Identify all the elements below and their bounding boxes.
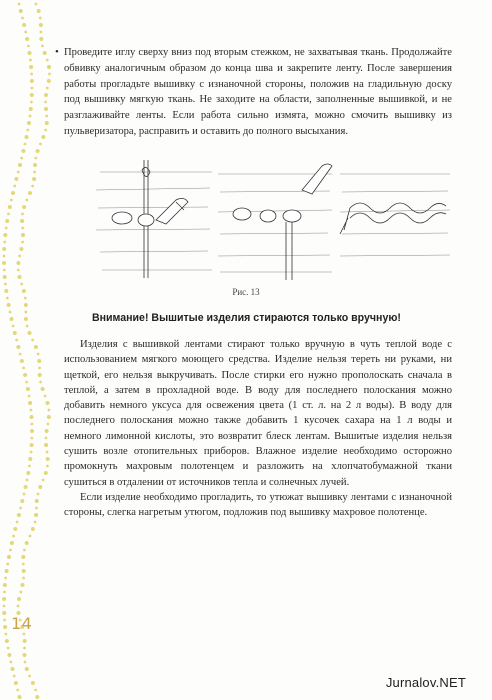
ribbon-dot bbox=[38, 485, 42, 489]
bullet-icon: • bbox=[55, 46, 59, 58]
ribbon-dot bbox=[2, 261, 6, 265]
ribbon-dot bbox=[14, 177, 18, 181]
ribbon-dot bbox=[11, 667, 15, 671]
ribbon-dot bbox=[38, 373, 42, 377]
ribbon-dot bbox=[36, 149, 40, 153]
ribbon-dot bbox=[30, 409, 33, 412]
ribbon-dot bbox=[47, 423, 50, 426]
ribbon-dot bbox=[46, 465, 49, 468]
ribbon-dot bbox=[22, 23, 26, 27]
ribbon-dot bbox=[30, 429, 34, 433]
ribbon-dot bbox=[2, 247, 6, 251]
ribbon-dot bbox=[28, 675, 31, 678]
ribbon-dot bbox=[27, 121, 31, 125]
ribbon-dot bbox=[31, 681, 35, 685]
ribbon-dot bbox=[30, 101, 33, 104]
ribbon-dot bbox=[46, 457, 50, 461]
ribbon-dot bbox=[37, 359, 41, 363]
ribbon-dot bbox=[3, 233, 7, 237]
ribbon-dot bbox=[5, 219, 9, 223]
ribbon-dot bbox=[22, 563, 25, 566]
ribbon-dot bbox=[21, 149, 25, 153]
care-paragraph-2: Если изделие необходимо прогладить, то утюжат вышивку лентами с изнаночной стороны, слегка нагретым утюгом, подложив под вышивку махровое полотенце. bbox=[64, 491, 452, 519]
ribbon-dot bbox=[7, 303, 11, 307]
ribbon-dot bbox=[17, 605, 20, 608]
ribbon-dot bbox=[28, 191, 32, 195]
ribbon-dot bbox=[21, 17, 24, 20]
ribbon-dot bbox=[45, 121, 49, 125]
ribbon-dot bbox=[22, 577, 25, 580]
ribbon-dot bbox=[2, 611, 6, 615]
ribbon-dot bbox=[7, 653, 11, 657]
ribbon-dot bbox=[34, 345, 38, 349]
ribbon-dot bbox=[23, 493, 26, 496]
twisted-ribbon-panel-3 bbox=[340, 203, 446, 234]
ribbon-dot bbox=[13, 675, 16, 678]
ribbon-dot bbox=[16, 689, 19, 692]
ribbon-dot bbox=[30, 73, 33, 76]
ribbon-dot bbox=[4, 577, 7, 580]
ribbon-dot bbox=[40, 31, 43, 34]
ribbon-dot bbox=[17, 597, 21, 601]
ribbon-dot bbox=[18, 3, 21, 6]
ribbon-dot bbox=[28, 401, 32, 405]
ribbon-dot bbox=[12, 325, 15, 328]
ribbon-dot bbox=[24, 31, 27, 34]
ribbon-dot bbox=[3, 591, 6, 594]
ribbon-dot bbox=[5, 639, 9, 643]
decorative-dotted-ribbon bbox=[0, 0, 60, 700]
ribbon-dot bbox=[12, 535, 15, 538]
ribbon-dot bbox=[24, 303, 28, 307]
ribbon-dot bbox=[30, 451, 33, 454]
ribbon-dot bbox=[22, 367, 25, 370]
ribbon-dot bbox=[21, 213, 24, 216]
ribbon-dot bbox=[46, 87, 49, 90]
ribbon-dot bbox=[11, 191, 15, 195]
ribbon-dot bbox=[3, 619, 6, 622]
ribbon-dot bbox=[37, 493, 40, 496]
care-instructions bbox=[64, 337, 452, 521]
ribbon-dot bbox=[10, 317, 14, 321]
ribbon-dot bbox=[44, 129, 47, 132]
ribbon-dot bbox=[34, 513, 38, 517]
ribbon-dot bbox=[16, 521, 19, 524]
ribbon-dot bbox=[30, 79, 34, 83]
ribbon-dot bbox=[30, 93, 34, 97]
ribbon-dot bbox=[31, 185, 34, 188]
ribbon-dot bbox=[41, 387, 45, 391]
ribbon-dot bbox=[30, 443, 34, 447]
ribbon-dot bbox=[21, 241, 24, 244]
ribbon-dot bbox=[25, 381, 28, 384]
ribbon-dot bbox=[3, 275, 7, 279]
ribbon-dot bbox=[26, 199, 29, 202]
ribbon-dot bbox=[18, 255, 21, 258]
ribbon-dot bbox=[24, 297, 27, 300]
ribbon-dot bbox=[20, 283, 23, 286]
warning-heading: Внимание! Вышитые изделия стираются только вручную! bbox=[92, 312, 401, 324]
ribbon-dot bbox=[29, 59, 32, 62]
ribbon-dot bbox=[31, 87, 34, 90]
ribbon-dot bbox=[33, 163, 37, 167]
ribbon-dot bbox=[18, 275, 22, 279]
ribbon-dot bbox=[5, 633, 8, 636]
ribbon-dot bbox=[39, 37, 43, 41]
ribbon-dot bbox=[20, 359, 24, 363]
ribbon-dot bbox=[35, 499, 39, 503]
ribbon-dot bbox=[44, 395, 47, 398]
ribbon-dot bbox=[26, 471, 30, 475]
ribbon-dot bbox=[10, 661, 13, 664]
ribbon-dot bbox=[21, 583, 25, 587]
ribbon-dot bbox=[7, 555, 11, 559]
ribbon-dot bbox=[22, 569, 26, 573]
ribbon-dot bbox=[25, 541, 29, 545]
ribbon-dot bbox=[39, 23, 43, 27]
bullet-paragraph: Проведите иглу сверху вниз под вторым стежком, не захватывая ткань. Продолжайте обвивку аналогичным образом до конца шва и закрепите ленту. После завершения работы прогладьте вышивку с изнаночной стороны, положив на гладильную доску под вышивку мягкую ткань. Не заходите на области, заполненные вышивкой, и не разглаживайте ленты. Если работа сильно измята, можно смочить вышивку из пульверизатора, расправить и оставить до полного высыхания. bbox=[64, 47, 452, 137]
ribbon-dot bbox=[22, 205, 26, 209]
ribbon-dot bbox=[3, 241, 6, 244]
needle-thread-panel-2 bbox=[233, 164, 332, 280]
ribbon-dot bbox=[24, 311, 27, 314]
ribbon-dot bbox=[16, 345, 20, 349]
ribbon-dot bbox=[46, 451, 49, 454]
ribbon-dot bbox=[29, 115, 32, 118]
ribbon-dot bbox=[31, 527, 35, 531]
ribbon-dot bbox=[41, 135, 45, 139]
ribbon-dot bbox=[20, 499, 24, 503]
needle-thread-panel-1 bbox=[112, 160, 188, 278]
ribbon-dot bbox=[44, 443, 48, 447]
ribbon-dot bbox=[19, 353, 22, 356]
ribbon-dot bbox=[7, 213, 10, 216]
ribbon-dot bbox=[45, 429, 49, 433]
ribbon-dot bbox=[31, 339, 34, 342]
ribbon-dot bbox=[21, 233, 25, 237]
ribbon-dot bbox=[42, 479, 45, 482]
ribbon-dot bbox=[44, 471, 48, 475]
ribbon-dot bbox=[7, 647, 10, 650]
ribbon-dot bbox=[46, 401, 50, 405]
ribbon-dot bbox=[28, 457, 32, 461]
ribbon-dot bbox=[33, 171, 36, 174]
ribbon-dot bbox=[10, 199, 13, 202]
ribbon-dot bbox=[26, 387, 30, 391]
ribbon-dot bbox=[41, 45, 44, 48]
ribbon-dot bbox=[32, 177, 36, 181]
ribbon-dot bbox=[27, 45, 30, 48]
bullet-paragraph-block bbox=[55, 45, 452, 140]
ribbon-dot bbox=[23, 633, 26, 636]
figure-13-illustration bbox=[92, 160, 452, 290]
page-number: 14 bbox=[11, 614, 33, 633]
ribbon-dot bbox=[23, 549, 26, 552]
ribbon-dot bbox=[44, 101, 47, 104]
ribbon-dot bbox=[37, 353, 40, 356]
ribbon-dot bbox=[19, 247, 23, 251]
ribbon-dot bbox=[13, 527, 17, 531]
ribbon-dot bbox=[23, 373, 27, 377]
ribbon-dot bbox=[17, 171, 20, 174]
ribbon-dot bbox=[4, 283, 7, 286]
ribbon-dot bbox=[5, 569, 9, 573]
ribbon-dot bbox=[24, 317, 28, 321]
ribbon-dot bbox=[14, 681, 18, 685]
ribbon-dot bbox=[23, 639, 27, 643]
ribbon-dot bbox=[5, 227, 8, 230]
ribbon-dot bbox=[34, 521, 37, 524]
ribbon-dot bbox=[29, 65, 33, 69]
ribbon-dot bbox=[19, 9, 23, 13]
figure-13-drawing bbox=[92, 160, 452, 290]
ribbon-dot bbox=[24, 661, 27, 664]
ribbon-dot bbox=[31, 437, 34, 440]
ribbon-dot bbox=[20, 219, 24, 223]
ribbon-dot bbox=[19, 591, 22, 594]
ribbon-dot bbox=[29, 535, 32, 538]
ribbon-dot bbox=[26, 479, 29, 482]
ribbon-dot bbox=[21, 227, 24, 230]
ribbon-dot bbox=[28, 465, 31, 468]
ribbon-dot bbox=[3, 605, 6, 608]
ribbon-dot bbox=[19, 507, 22, 510]
ribbon-dot bbox=[10, 541, 14, 545]
ribbon-dot bbox=[25, 37, 29, 41]
ribbon-dot bbox=[17, 269, 20, 272]
care-paragraph-1: Изделия с вышивкой лентами стирают только вручную в чуть теплой воде с использованием мягкого моющего средства. Изделие нельзя тереть ни руками, ни щеткой, его нельзя выкручивать. После стирки его нужно прополоскать сначала в теплой, а затем в прохладной воде. В воду для последнего полоскания можно добавить немного уксуса для освежения цвета (1 ст. л. на 2 л воды). В воду для последнего полоскания можно также добавить 1 кусочек сахара на 1 л воды и немного лимонной кислоты, это возвратит блеск лентам. Вышитые изделия нельзя сушить возле отопительных приборов. Влажное изделие необходимо осторожно промокнуть махровым полотенцем и разложить на хлопчатобумажной ткани сушиться в отдалении от источников тепла и солнечных лучей. bbox=[64, 339, 452, 488]
ribbon-dot bbox=[9, 549, 12, 552]
ribbon-dot bbox=[8, 205, 12, 209]
ribbon-dot bbox=[28, 51, 32, 55]
ribbon-dot bbox=[24, 485, 28, 489]
ribbon-dot bbox=[23, 653, 27, 657]
ribbon-dot bbox=[35, 3, 38, 6]
ribbon-dot bbox=[43, 51, 47, 55]
ribbon-dot bbox=[6, 297, 9, 300]
ribbon-dot bbox=[35, 695, 39, 699]
ribbon-dot bbox=[17, 513, 21, 517]
ribbon-dot bbox=[47, 65, 51, 69]
ribbon-dot bbox=[25, 667, 29, 671]
ribbon-dot bbox=[3, 255, 6, 258]
watermark-text: Jurnalov.NET bbox=[385, 675, 466, 690]
ribbon-dot bbox=[31, 423, 34, 426]
ribbon-dot bbox=[6, 563, 9, 566]
ribbon-dot bbox=[23, 647, 26, 650]
ribbon-dot bbox=[37, 9, 41, 13]
ribbon-dot bbox=[16, 261, 20, 265]
ribbon-dot bbox=[18, 695, 22, 699]
ribbon-dot bbox=[13, 331, 17, 335]
ribbon-dot bbox=[39, 381, 42, 384]
ribbon-dot bbox=[30, 415, 34, 419]
figure-caption: Рис. 13 bbox=[232, 287, 260, 297]
ribbon-dot bbox=[15, 339, 18, 342]
ribbon-dot bbox=[2, 597, 6, 601]
ribbon-dot bbox=[38, 367, 41, 370]
ribbon-dot bbox=[28, 331, 32, 335]
ribbon-dot bbox=[44, 107, 48, 111]
ribbon-dot bbox=[28, 395, 31, 398]
ribbon-dot bbox=[35, 507, 38, 510]
ribbon-dot bbox=[20, 157, 23, 160]
ribbon-dot bbox=[39, 143, 42, 146]
ribbon-dot bbox=[45, 437, 48, 440]
ribbon-dot bbox=[21, 555, 25, 559]
ribbon-dot bbox=[26, 129, 29, 132]
ribbon-dot bbox=[18, 163, 22, 167]
ribbon-dot bbox=[34, 689, 37, 692]
ribbon-dot bbox=[3, 269, 6, 272]
ribbon-dot bbox=[34, 157, 37, 160]
ribbon-dot bbox=[48, 409, 51, 412]
ribbon-dot bbox=[9, 311, 12, 314]
ribbon-dot bbox=[26, 325, 29, 328]
ribbon-dot bbox=[48, 73, 51, 76]
ribbon-dot bbox=[39, 17, 42, 20]
ribbon-dot bbox=[29, 107, 33, 111]
ribbon-dot bbox=[24, 143, 27, 146]
ribbon-dot bbox=[47, 79, 51, 83]
ribbon-dot bbox=[44, 93, 48, 97]
ribbon-dot bbox=[45, 115, 48, 118]
ribbon-dot bbox=[3, 625, 7, 629]
ribbon-dot bbox=[13, 185, 16, 188]
ribbon-dot bbox=[46, 59, 49, 62]
ribbon-dot bbox=[47, 415, 51, 419]
ribbon-dot bbox=[3, 583, 7, 587]
ribbon-dot bbox=[25, 135, 29, 139]
